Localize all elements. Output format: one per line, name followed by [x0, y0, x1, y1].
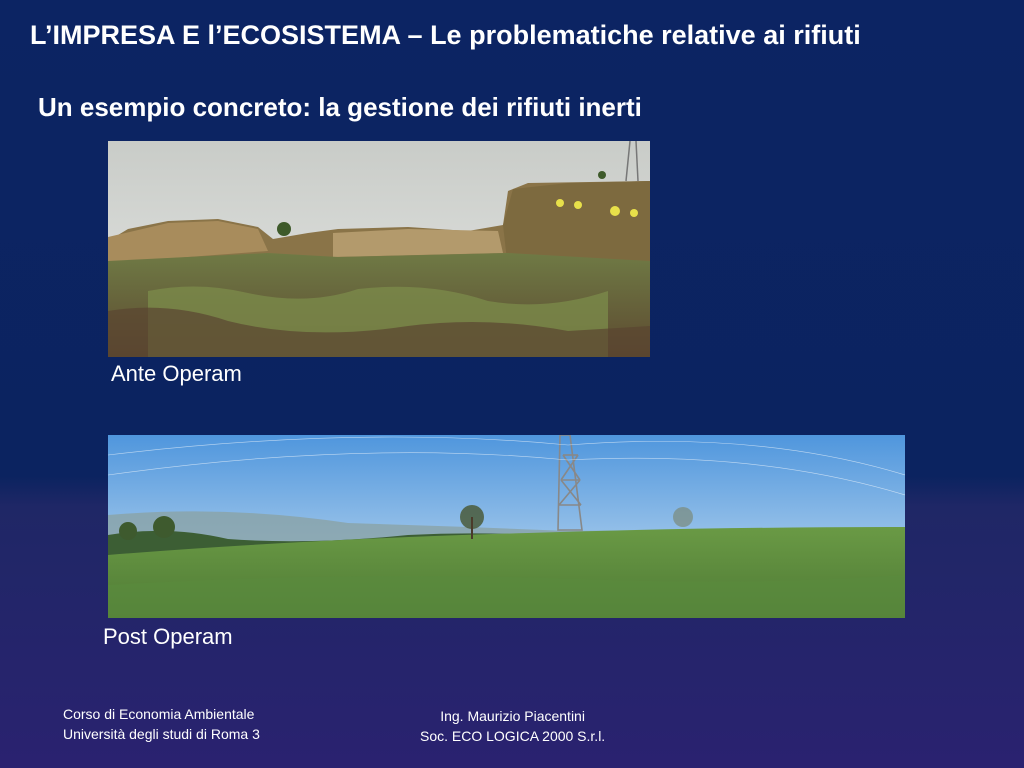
course-name: Corso di Economia Ambientale	[63, 706, 255, 722]
ante-operam-caption: Ante Operam	[111, 361, 242, 386]
university-name: Università degli studi di Roma 3	[63, 726, 260, 742]
post-operam-caption: Post Operam	[103, 624, 233, 649]
slide-subtitle: Un esempio concreto: la gestione dei rifiuti inerti	[38, 92, 642, 122]
author-footer	[420, 706, 605, 746]
post-operam-photo	[108, 435, 905, 618]
company-name: Soc. ECO LOGICA 2000 S.r.l.	[420, 728, 606, 744]
course-footer	[63, 704, 260, 744]
author-name: Ing. Maurizio Piacentini	[440, 708, 585, 724]
slide-title: L’IMPRESA E l’ECOSISTEMA – Le problematiche relative ai rifiuti	[30, 20, 861, 50]
ante-operam-photo	[108, 141, 650, 357]
